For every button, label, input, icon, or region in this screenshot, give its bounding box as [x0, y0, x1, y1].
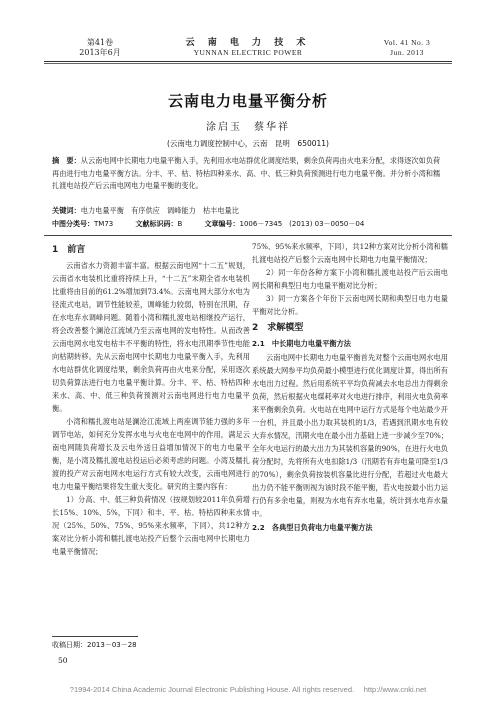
section-1-heading: 1 前言 — [52, 245, 86, 255]
classification-line — [52, 219, 452, 229]
research-item-3: 3）同一方案各个年份下云南电网长期和典型日电力电量平衡对比分析。 — [252, 294, 448, 316]
section-2-1-paragraph: 云南电网中长期电力电量平衡首先对整个云南电网水电用系统最大网参平均负荷最小模型进行优化调度计算，得出所有水电出力过程。然后用系统平平均负荷减去水电总出力得剩余负荷，然后根据火电煤耗率对火电进行排序，利用火电负荷率来平衡剩余负荷。火电站在电网中运行方式是每个电站最少开一台机，并且最小出力取其装机的1/3，若遇到汛期水电有较大弃水情况，汛期火电在最小出力基础上进一步减少至70%；全年火电运行的最大出力为其装机容量的90%，在进行火电负荷分配时，先将所有火电扣除1/3（汛期若有弃电量可降至1/3的70%），剩余负荷按装机容量比进行分配，若超过火电最大出力仍不能平衡则视为该时段不能平衡，若火电按最小出力运行仍有多余电量，则视为水电有弃水电量，统计到水电弃水量中。 — [252, 353, 448, 518]
abstract-text: 从云南电网中长期电力电量平衡入手，先利用水电站群优化调度结果，剩余负荷再由火电来分配，求得逐次如负荷再由进行电力电量平衡方法。分丰、平、枯、特枯四种来水、高、中、低三种负荷预测进行电力电量平衡。并分析小湾和糯扎渡电站投产后云南电网电力电量平衡的变化。 — [52, 156, 441, 190]
copyright-notice: ?1994-2014 China Academic Journal Electronic Publishing House. All rights reserved. http://www.cnki.net — [69, 685, 427, 694]
page-number: 50 — [58, 656, 68, 665]
running-header-right — [362, 38, 452, 58]
author-affiliation: (云南电力调度控制中心，云南 昆明 650011) — [167, 139, 329, 148]
keywords-label: 关键词： — [52, 206, 81, 215]
abstract-rule — [44, 235, 452, 236]
header-rule — [44, 61, 452, 62]
received-date: 收稿日期：2013－03－28 — [52, 641, 137, 649]
clc-value: TM73 — [94, 220, 114, 228]
body-column-left — [52, 240, 250, 556]
journal-name-en: YUNNAN ELECTRIC POWER — [193, 48, 303, 57]
section-2-1-heading: 2.1 中长期电力电量平衡方法 — [252, 339, 351, 348]
running-header-center — [140, 38, 356, 58]
issue-month: Jun. 2013 — [390, 48, 424, 57]
body-column-right — [252, 240, 448, 535]
section-1-paragraph-2: 小湾和糯扎渡电站是澜沧江流域上两座调节能力强的多年调节电站，如何充分发挥水电与火电在电网中的作用，满足云南电网随负荷增长及云电外送日益增加情况下的电力电量平衡，是小湾及糯扎渡电站投运后必须考虑的问题。小湾及糯扎渡的投产对云南电网水电运行方式有较大改变，云南电网进行电力电量平衡结果将发生重大变化。研究的主要内容有： — [52, 417, 250, 491]
research-item-2: 2）同一年份各种方案下小湾和糯扎渡电站投产后云南电网长期和典型日电力电量平衡对比分析； — [252, 268, 448, 290]
volume-label: 第41卷 — [86, 38, 114, 47]
article-title: 云南电力电量平衡分析 — [167, 92, 328, 110]
article-authors: 涂启玉 蔡华祥 — [206, 122, 290, 133]
running-header-left — [60, 38, 140, 58]
research-item-1: 1）分高、中、低三种负荷情况（按规划较2011年负荷增长15%、10%、5%，下同）和丰、平、枯、特枯四种来水情况（25%、50%、75%、95%来水频率，下同），共12种方案对比分析小湾和糯扎渡电站投产后整个云南电网中长期电力电量平衡情况； — [52, 495, 250, 556]
research-item-1-continued: 75%、95%来水频率，下同），共12种方案对比分析小湾和糯扎渡电站投产后整个云南电网中长期电力电量平衡情况； — [252, 242, 448, 264]
header-rule-thin — [44, 63, 452, 64]
section-2-2-heading: 2.2 各典型日负荷电力电量平衡方法 — [252, 523, 373, 532]
keywords-text: 电力电量平衡 有序供应 调峰能力 枯丰电量比 — [80, 206, 239, 215]
doc-code-label: 文献标识码： — [135, 220, 178, 228]
section-1-paragraph-1: 云南省水力资源丰富丰富。根据云南电网“十二五”规划，云南省水电装机比重将持续上升，“十二五”末期全省水电装机比重将由目前的61.2%增加到73.4%。云南电网大部分水电为径流式电站，调节性能较差，调峰能力较弱，特别在汛期，存在水电弃水调峰问题。随着小湾和糯扎渡电站相继投产运行，将会改善整个澜沧江流域乃至云南电网的发电特性。从而改善云南电网水电发电枯丰不平衡的特性，将水电汛期季节性电能向枯期转移。先从云南电网中长期电力电量平衡入手，先利用水电站群优化调度结果，剩余负荷再由火电来分配，采用逐次切负荷算法进行电力电量平衡计算。分丰、平、枯、特枯四种来水、高、中、低三种负荷预测对云南电网进行电力电量平衡。 — [52, 261, 250, 413]
volume-number: Vol. 41 No. 3 — [383, 38, 431, 47]
abstract-label: 摘 要： — [52, 156, 81, 165]
clc-label: 中图分类号： — [52, 220, 94, 228]
section-2-heading: 2 求解模型 — [252, 323, 304, 333]
footnote-rule — [52, 636, 138, 637]
article-number-label: 文章编号： — [204, 220, 240, 228]
keywords — [52, 205, 446, 218]
journal-name-cn: 云 南 电 力 技 术 — [185, 38, 311, 48]
doc-code-value: B — [177, 220, 183, 228]
article-number-value: 1006－7345 (2013) 03－0050－04 — [239, 220, 365, 228]
abstract — [52, 155, 446, 193]
issue-date: 2013年6月 — [79, 48, 121, 57]
